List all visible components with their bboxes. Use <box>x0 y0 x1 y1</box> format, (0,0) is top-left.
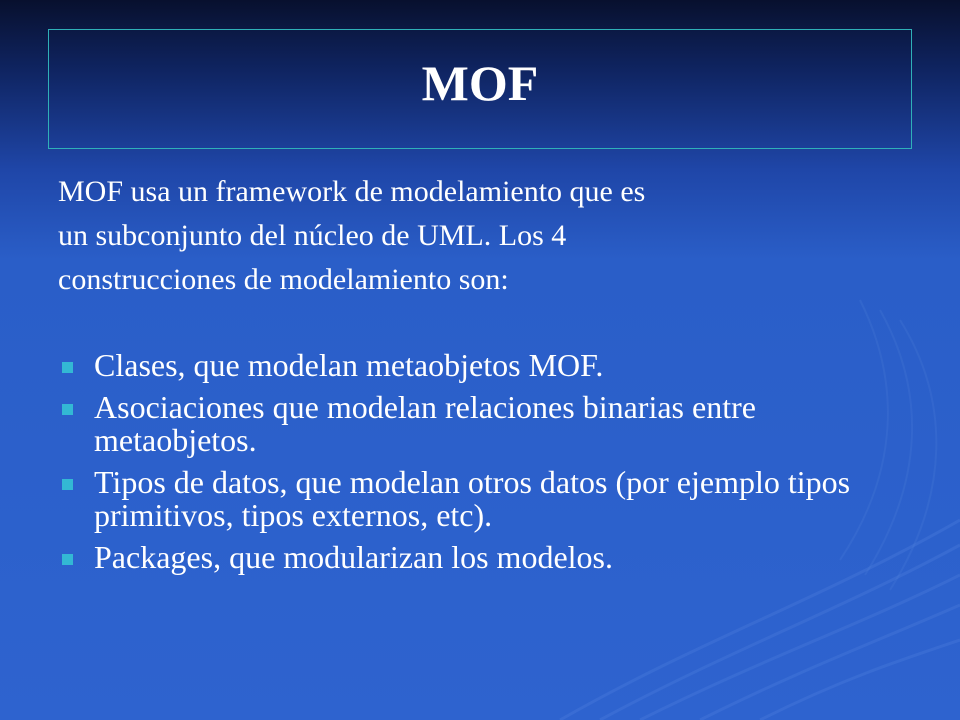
bullet-item <box>58 391 918 457</box>
bullet-text: Packages, que modularizan los modelos. <box>94 539 613 575</box>
square-bullet-icon <box>62 362 73 373</box>
intro-line: un subconjunto del núcleo de UML. Los 4 <box>58 219 567 252</box>
bullet-text: Asociaciones que modelan relaciones binarias entre metaobjetos. <box>94 389 756 458</box>
bullet-text: Tipos de datos, que modelan otros datos (por ejemplo tipos primitivos, tipos externos, etc). <box>94 464 851 533</box>
bullet-list <box>58 349 918 583</box>
slide-title: MOF <box>421 55 539 111</box>
title-box <box>48 29 912 149</box>
bullet-item <box>58 349 918 382</box>
intro-line: construcciones de modelamiento son: <box>58 263 509 296</box>
bullet-item <box>58 466 918 532</box>
square-bullet-icon <box>62 404 73 415</box>
intro-paragraph <box>58 170 918 302</box>
square-bullet-icon <box>62 554 73 565</box>
bullet-text: Clases, que modelan metaobjetos MOF. <box>94 347 604 383</box>
intro-line: MOF usa un framework de modelamiento que es <box>58 175 646 208</box>
square-bullet-icon <box>62 479 73 490</box>
bullet-item <box>58 541 918 574</box>
